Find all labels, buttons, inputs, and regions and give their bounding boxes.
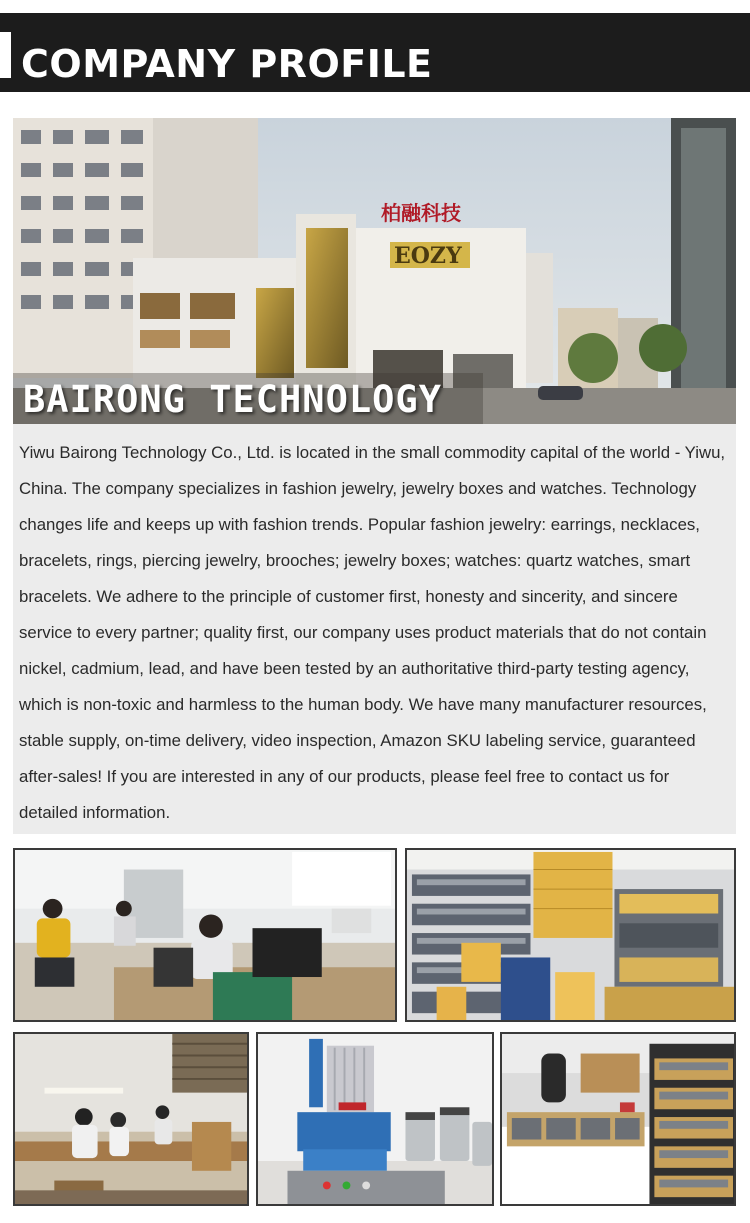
- office-photo: [13, 848, 397, 1022]
- page-title: COMPANY PROFILE: [21, 42, 433, 86]
- company-building-photo: [13, 118, 736, 424]
- sign-chinese: 柏融科技: [381, 201, 461, 225]
- company-description: Yiwu Bairong Technology Co., Ltd. is located in the small commodity capital of the world - Yiwu, China. The company specializes in fashion jewelry, jewelry boxes and watches. Technology changes life and keeps up with fashion trends. Popular fashion jewelry: earrings, necklaces, bracelets, rings, piercing jewelry, brooches; jewelry boxes; watches: quartz watches, smart bracelets. We adhere to the principle of customer first, honesty and sincerity, and sincere service to every partner; quality first, our company uses product materials that do not contain nickel, cadmium, lead, and have been tested by an authoritative third-party testing agency, which is non-toxic and harmless to the human body. We have many manufacturer resources, stable supply, on-time delivery, video inspection, Amazon SKU labeling service, guaranteed after-sales! If you are interested in any of our products, please feel free to contact us for detailed information.: [19, 443, 726, 822]
- header-bar: [0, 13, 750, 92]
- display-racks-photo: [500, 1032, 736, 1206]
- workshop-photo: [13, 1032, 249, 1206]
- warehouse-photo: [405, 848, 736, 1022]
- hero-caption: BAIRONG TECHNOLOGY: [23, 378, 442, 421]
- testing-machine-photo: [256, 1032, 494, 1206]
- sign-brand: EOZY: [394, 243, 462, 269]
- header-accent: [0, 32, 11, 78]
- description-panel: [13, 424, 736, 834]
